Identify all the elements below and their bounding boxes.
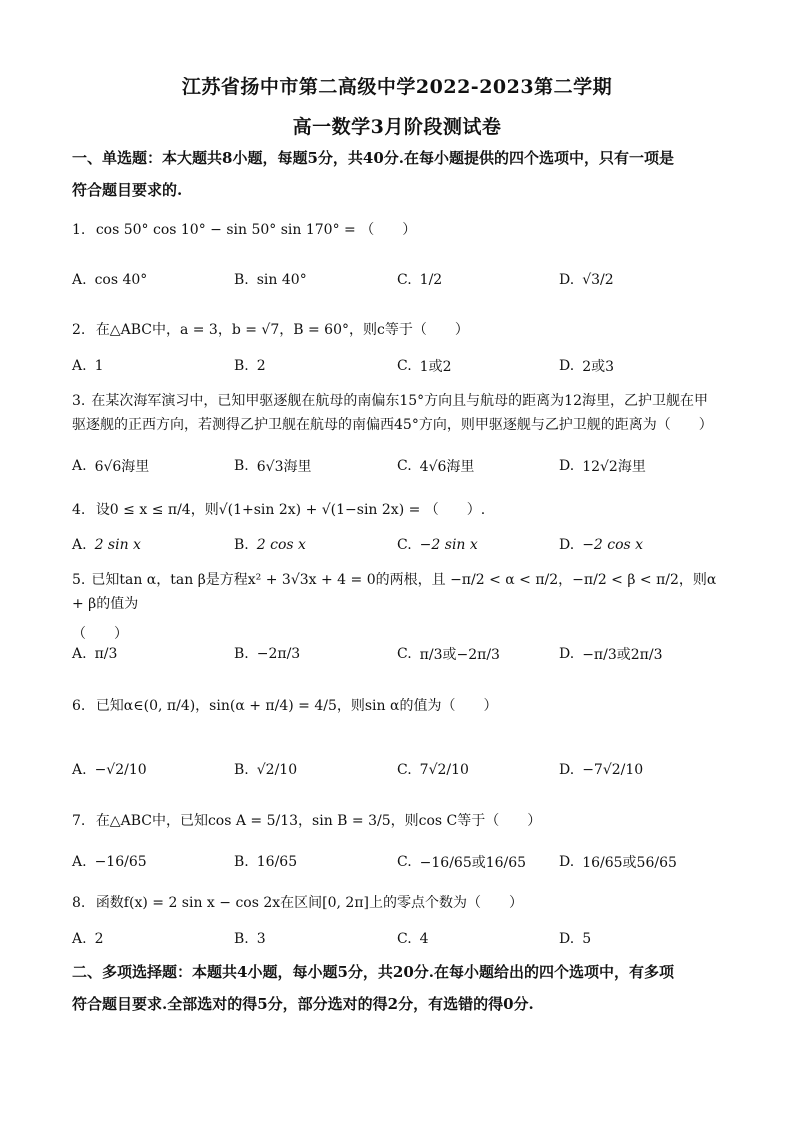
option-a: A. −16/65 [72,854,147,870]
question-text: cos 50° cos 10° − sin 50° sin 170° = （ ） [95,222,417,238]
question-6-options [72,750,722,790]
question-6-stem: 6. 已知α∈(0, π/4)，sin(α + π/4) = 4/5，则sin α的值为（ ） [72,698,498,714]
option-a: A. π/3 [72,646,118,662]
option-b: B. √2/10 [234,762,298,778]
option-a: A. 2 sin x [72,537,141,553]
option-d: D. 2或3 [559,358,615,375]
option-d: D. 16/65或56/65 [559,854,677,871]
option-a: A. 1 [72,358,104,374]
option-c: C. 1或2 [397,358,452,375]
option-d: D. −π/3或2π/3 [559,646,663,663]
option-d: D. −7√2/10 [559,762,644,778]
option-d: D. 5 [559,931,592,947]
question-2-stem: 2. 在△ABC中，a = 3，b = √7，B = 60°，则c等于（ ） [72,322,469,338]
option-c: C. 4 [397,931,429,947]
question-8-stem: 8. 函数f(x) = 2 sin x − cos 2x在区间[0, 2π]上的零点个数为（ ） [72,895,524,911]
option-d: D. −2 cos x [559,537,644,553]
question-4-stem: 4. 设0 ≤ x ≤ π/4，则√(1+sin 2x) + √(1−sin 2x) = （ ）. [72,502,486,518]
question-7-options [72,842,722,882]
question-number: 1. [72,222,86,238]
section1-heading-line2: 符合题目要求的. [72,181,183,199]
option-a: A. cos 40° [72,272,148,288]
question-3-stem: 3. 在某次海军演习中，已知甲驱逐舰在航母的南偏东15°方向且与航母的距离为12海里，乙护卫舰在甲 驱逐舰的正西方向，若测得乙护卫舰在航母的南偏西45°方向，则甲驱逐舰与乙护卫舰的距离为（ ） [72,393,713,433]
option-b: B. −2π/3 [234,646,301,662]
section1-heading [72,142,722,206]
option-b: B. 3 [234,931,266,947]
question-7-stem: 7. 在△ABC中，已知cos A = 5/13，sin B = 3/5，则cos C等于（ ） [72,813,542,829]
option-d: D. √3/2 [559,272,614,288]
section2-heading-line1: 二、多项选择题：本题共4小题，每小题5分，共20分.在每小题给出的四个选项中，有多项 [72,963,674,981]
option-b: B. 6√3海里 [234,458,312,475]
question-2-options [72,346,722,386]
option-a: A. 2 [72,931,104,947]
section2-heading [72,956,722,1020]
option-d: D. 12√2海里 [559,458,646,475]
option-b: B. 16/65 [234,854,298,870]
option-c: C. 1/2 [397,272,443,288]
section2-heading-line2: 符合题目要求.全部选对的得5分，部分选对的得2分，有选错的得0分. [72,995,534,1013]
exam-title-line2: 高一数学3月阶段测试卷 [292,116,502,138]
option-c: C. −2 sin x [397,537,478,553]
question-1-options [72,260,722,300]
question-5-options [72,634,722,674]
question-4-options [72,525,722,565]
question-5-stem: 5. 已知tan α，tan β是方程x² + 3√3x + 4 = 0的两根，且 −π/2 < α < π/2，−π/2 < β < π/2，则α + β的值为 （ ） [72,572,717,642]
option-b: B. sin 40° [234,272,307,288]
option-b: B. 2 cos x [234,537,306,553]
question-3-options [72,446,722,486]
section1-heading-line1: 一、单选题：本大题共8小题，每题5分，共40分.在每小题提供的四个选项中，只有一项是 [72,149,674,167]
option-a: A. −√2/10 [72,762,147,778]
option-c: C. 7√2/10 [397,762,469,778]
exam-title-line1: 江苏省扬中市第二高级中学2022-2023第二学期 [181,76,613,98]
option-a: A. 6√6海里 [72,458,150,475]
question-8-options [72,919,722,959]
option-c: C. π/3或−2π/3 [397,646,500,663]
option-c: C. −16/65或16/65 [397,854,527,871]
option-b: B. 2 [234,358,266,374]
question-1-stem [72,218,722,242]
option-c: C. 4√6海里 [397,458,475,475]
